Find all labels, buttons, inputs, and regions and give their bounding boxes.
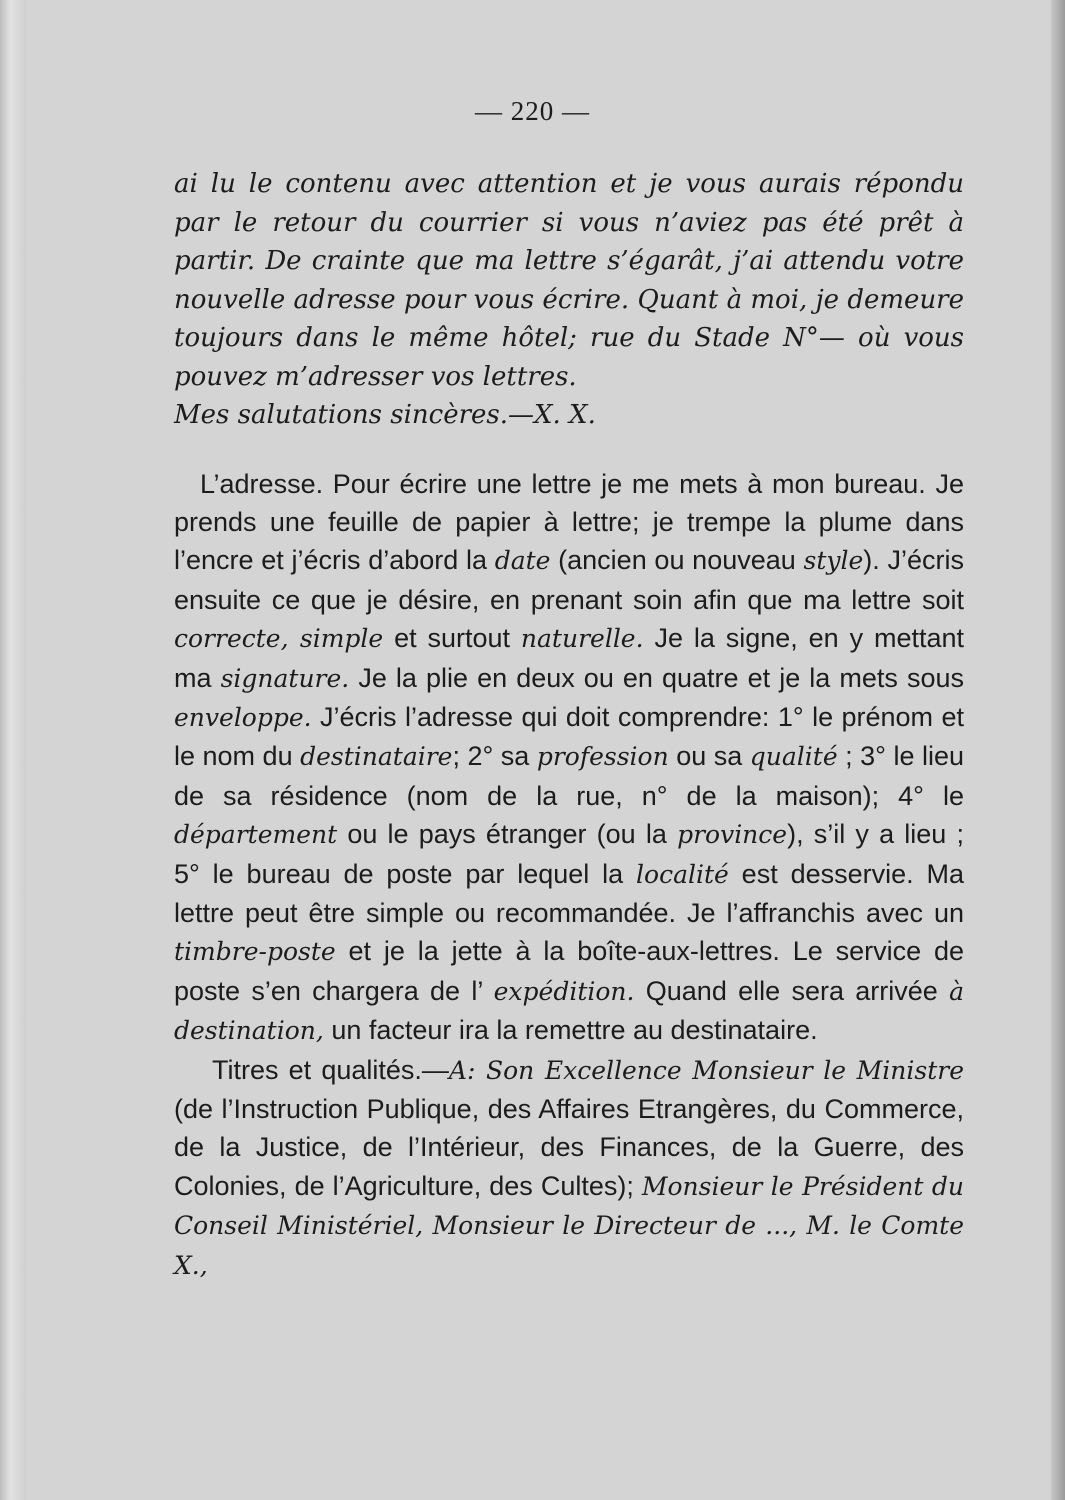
titres-dash: — [421, 1054, 449, 1085]
adresse-text-5: Je la signe, en y mettant ma [174, 623, 965, 693]
paragraph-titres [174, 1051, 964, 1285]
adresse-text-2: (ancien ou nouveau [550, 545, 804, 576]
adresse-text-7: J’écris l’adresse qui doit comprendre: 1° le prénom et le nom du [174, 701, 964, 772]
titres-italic-1: A: Son Excellence Monsieur le Ministre [448, 1055, 964, 1085]
page-number: — 220 — [475, 96, 590, 126]
titres-italic-2: Monsieur le Président du Conseil Ministériel, Monsieur le Directeur de ..., M. le Comte X., [174, 1171, 964, 1280]
adresse-italic-7: destinataire [300, 742, 453, 772]
titres-text-1: (de l’Instruction Publique, des Affaires Etrangères, du Commerce, de la Justice, de l’Intérieur, des Finances, de la Guerre, des Colonies, de l’Agriculture, des Cultes); [174, 1094, 964, 1201]
adresse-italic-11: province [677, 820, 788, 850]
adresse-italic-8: profession [536, 742, 669, 772]
adresse-italic-12: localité [636, 859, 729, 889]
letter-signoff: Mes salutations sincères.—X. X. [174, 400, 596, 430]
paragraph-adresse [174, 465, 964, 1051]
adresse-italic-3: correcte, simple [174, 624, 384, 654]
adresse-text-10: ; 3° le lieu de sa résidence (nom de la rue, n° de la maison); 4° le [174, 741, 965, 811]
adresse-text-11: ou le pays étranger (ou la [337, 819, 678, 850]
page-text [174, 165, 964, 1285]
paragraph-spacer [174, 435, 964, 465]
left-page-edge [0, 0, 26, 1500]
adresse-text-15: Quand elle sera arrivée [634, 975, 950, 1006]
adresse-text-6: Je la plie en deux ou en quatre et je la mets sous [349, 662, 964, 693]
adresse-text-13: est desservie. Ma lettre peut être simple ou recommandée. Je l’affranchis avec un [174, 858, 964, 928]
adresse-text-14: et je la jette à la boîte-aux-lettres. Le service de poste s’en chargera de l’ [174, 936, 964, 1006]
adresse-italic-9: qualité [749, 742, 838, 772]
adresse-italic-2: style [803, 546, 864, 576]
adresse-text-16: un facteur ira la remettre au destinataire. [323, 1015, 818, 1046]
heading-adresse: L’adresse. [200, 468, 324, 499]
adresse-italic-1: date [494, 546, 551, 576]
adresse-text-12: ), s’il y a lieu ; 5° le bureau de poste par lequel la [174, 819, 964, 889]
adresse-text-1: Pour écrire une lettre je me mets à mon bureau. Je prends une feuille de papier à lettre; je trempe la plume dans l’encre et j’écris d’abord la [174, 468, 964, 576]
adresse-italic-14: expédition. [493, 976, 635, 1006]
adresse-text-4: et surtout [383, 623, 521, 654]
right-page-edge [1051, 0, 1065, 1500]
adresse-italic-5: signature. [220, 663, 350, 693]
adresse-italic-13: timbre-poste [174, 937, 336, 967]
heading-titres: Titres et qualités. [212, 1054, 422, 1085]
adresse-italic-15: à destination, [174, 976, 964, 1046]
adresse-text-3: ). J’écris ensuite ce que je désire, en prenant soin afin que ma lettre soit [174, 545, 964, 615]
adresse-text-9: ou sa [668, 741, 750, 772]
letter-body: ai lu le contenu avec attention et je vous aurais répondu par le retour du courrier si vous n’aviez pas été prêt à partir. De crainte que ma lettre s’égarât, j’ai attendu votre nouvelle adresse pour vous écrire. Quant à moi, je demeure toujours dans le même hôtel; rue du Stade N°— où vous pouvez m’adresser vos lettres. [174, 169, 964, 392]
adresse-text-8: ; 2° sa [452, 741, 537, 772]
adresse-italic-10: département [174, 820, 338, 850]
adresse-italic-6: enveloppe. [174, 702, 312, 732]
adresse-italic-4: naturelle. [520, 624, 644, 654]
